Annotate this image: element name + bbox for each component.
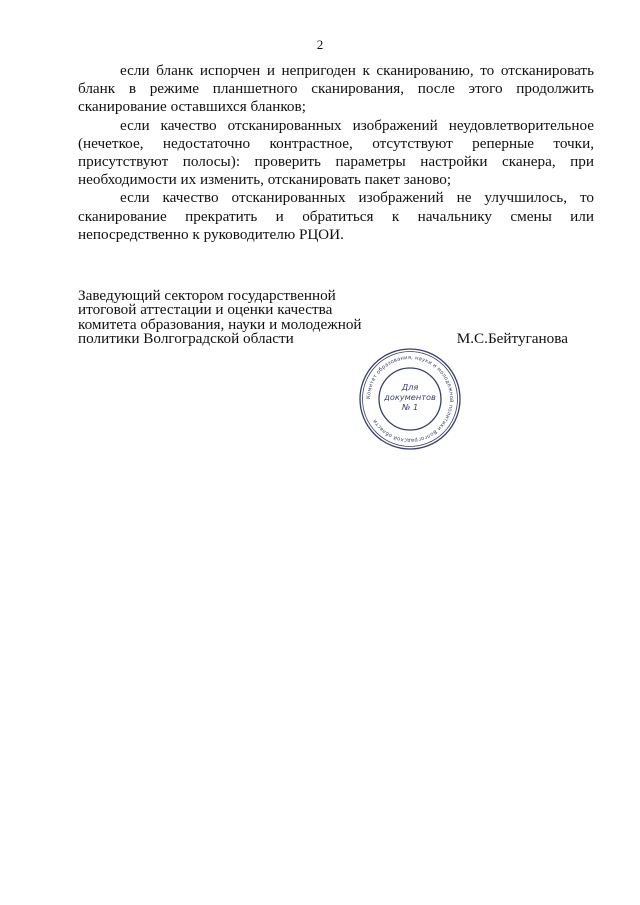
- page-number: 2: [316, 37, 324, 52]
- official-stamp: [357, 346, 463, 452]
- stamp-center-line: Для: [401, 382, 419, 392]
- signatory-position-line: политики Волгоградской области: [78, 330, 294, 348]
- paragraph-no-improvement: если качество отсканированных изображений не улучшилось, то сканирование прекратить и обратиться к начальнику смены или непосредственно к руководителю РЦОИ.: [78, 189, 594, 243]
- stamp-center-line: № 1: [401, 402, 419, 412]
- instructions-body: [78, 62, 594, 244]
- signature-block: [78, 289, 568, 347]
- stamp-seal-icon: [357, 346, 463, 452]
- signatory-position-line: итоговой аттестации и оценки качества: [78, 301, 333, 319]
- signatory-position-line: Заведующий сектором государственной: [78, 287, 336, 304]
- stamp-ring-text: Комитет образования, науки и молодежной политики Волгоградской области: [365, 354, 455, 444]
- stamp-center-line: документов: [384, 392, 436, 402]
- signatory-name: М.С.Бейтуганова: [456, 330, 568, 348]
- paragraph-poor-quality: если качество отсканированных изображений неудовлетворительное (нечеткое, недостаточно контрастное, отсутствуют реперные точки, присутствуют полосы): проверить параметры настройки сканера, при необходимости их изменить, отсканировать пакет заново;: [78, 116, 594, 189]
- paragraph-damaged-form: если бланк испорчен и непригоден к сканированию, то отсканировать бланк в режиме планшетного сканирования, после этого продолжить сканирование оставшихся бланков;: [78, 62, 594, 116]
- signatory-position-line: комитета образования, науки и молодежной: [78, 315, 362, 333]
